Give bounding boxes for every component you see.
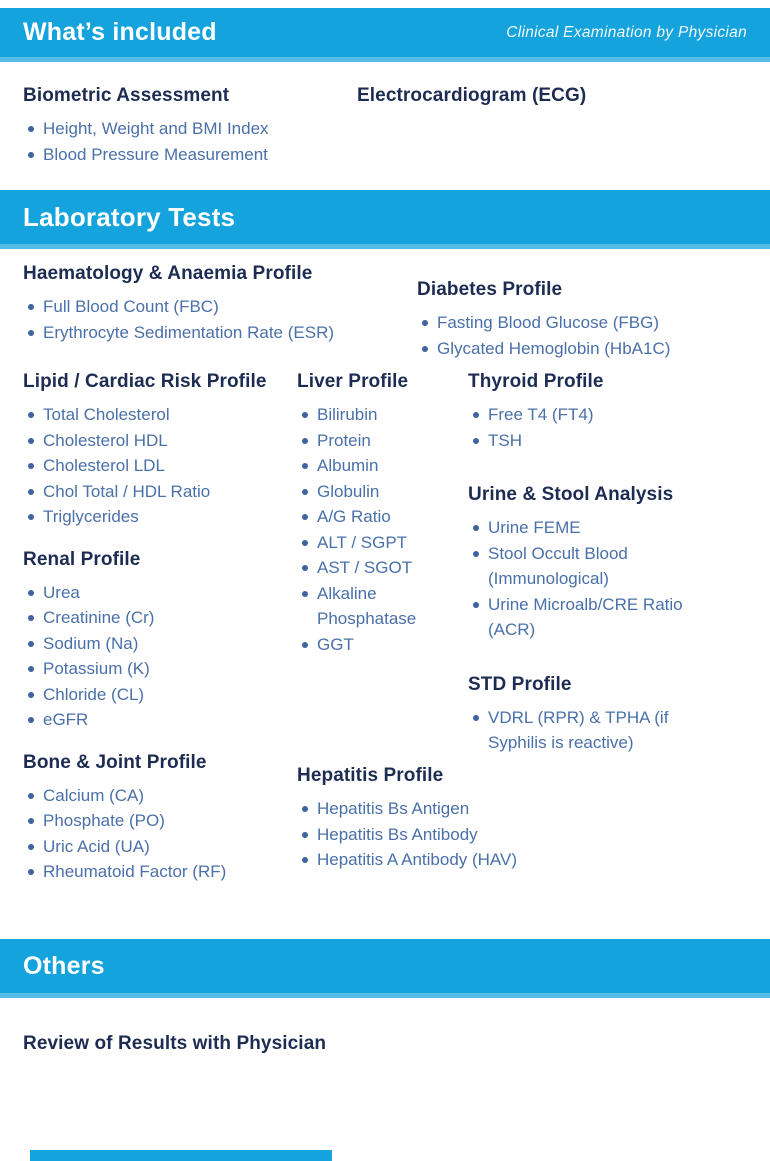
profile-item-list	[23, 116, 343, 167]
profile-item-list	[23, 580, 295, 733]
list-item: Urine FEME	[468, 515, 723, 541]
profile-item-list	[468, 515, 723, 643]
profile-heading: Diabetes Profile	[417, 279, 563, 300]
review-results-heading: Review of Results with Physician	[23, 1033, 327, 1054]
list-item: VDRL (RPR) & TPHA (if Syphilis is reactive)	[468, 705, 723, 756]
profile-item-list	[297, 402, 449, 657]
biometric-assessment-group	[23, 82, 343, 167]
list-item: Potassium (K)	[23, 656, 295, 682]
profile-heading: Renal Profile	[23, 548, 141, 570]
header-banner	[0, 8, 770, 62]
laboratory-tests-banner	[0, 190, 770, 249]
list-item: Hepatitis Bs Antibody	[297, 822, 597, 848]
laboratory-tests-title: Laboratory Tests	[23, 201, 236, 232]
list-item: Hepatitis A Antibody (HAV)	[297, 847, 597, 873]
liver-group	[297, 368, 449, 657]
profile-heading: Hepatitis Profile	[297, 765, 444, 786]
list-item: Creatinine (Cr)	[23, 605, 295, 631]
profile-heading: Bone & Joint Profile	[23, 751, 207, 773]
bone-joint-group	[23, 749, 295, 885]
list-item: Chloride (CL)	[23, 682, 295, 708]
bottom-partial-banner	[30, 1150, 332, 1161]
list-item: Erythrocyte Sedimentation Rate (ESR)	[23, 320, 413, 346]
list-item: Urine Microalb/CRE Ratio (ACR)	[468, 592, 723, 643]
list-item: eGFR	[23, 707, 295, 733]
others-banner	[0, 939, 770, 998]
lab-column-right	[468, 368, 723, 756]
list-item: Triglycerides	[23, 504, 295, 530]
others-title: Others	[23, 951, 105, 980]
list-item: Hepatitis Bs Antigen	[297, 796, 597, 822]
profile-item-list	[23, 783, 295, 885]
diabetes-group	[417, 276, 752, 361]
thyroid-group	[468, 368, 723, 453]
list-item: Protein	[297, 428, 449, 454]
page-title: What’s included	[23, 18, 217, 46]
profile-item-list	[297, 796, 597, 873]
list-item: Free T4 (FT4)	[468, 402, 723, 428]
profile-heading: Haematology & Anaemia Profile	[23, 263, 313, 284]
list-item: Rheumatoid Factor (RF)	[23, 859, 295, 885]
list-item: Phosphate (PO)	[23, 808, 295, 834]
list-item: Full Blood Count (FBC)	[23, 294, 413, 320]
lab-column-left	[23, 368, 295, 885]
profile-item-list	[468, 402, 723, 453]
haematology-group	[23, 260, 413, 345]
list-item: ALT / SGPT	[297, 530, 449, 556]
renal-group	[23, 546, 295, 733]
profile-item-list	[468, 705, 723, 756]
lipid-group	[23, 368, 295, 530]
list-item: Albumin	[297, 453, 449, 479]
profile-heading: Urine & Stool Analysis	[468, 484, 674, 505]
profile-heading: Lipid / Cardiac Risk Profile	[23, 371, 267, 392]
hepatitis-group	[297, 762, 597, 873]
list-item: Height, Weight and BMI Index	[23, 116, 343, 142]
list-item: Sodium (Na)	[23, 631, 295, 657]
profile-heading: Thyroid Profile	[468, 371, 604, 392]
list-item: Cholesterol LDL	[23, 453, 295, 479]
list-item: Calcium (CA)	[23, 783, 295, 809]
profile-heading: STD Profile	[468, 673, 572, 695]
list-item: Cholesterol HDL	[23, 428, 295, 454]
profile-item-list	[23, 294, 413, 345]
profile-heading: Biometric Assessment	[23, 85, 230, 106]
list-item: Bilirubin	[297, 402, 449, 428]
profile-item-list	[417, 310, 752, 361]
list-item: Stool Occult Blood (Immunological)	[468, 541, 723, 592]
profile-item-list	[23, 402, 295, 530]
list-item: Uric Acid (UA)	[23, 834, 295, 860]
list-item: TSH	[468, 428, 723, 454]
profile-heading: Liver Profile	[297, 371, 409, 392]
list-item: Urea	[23, 580, 295, 606]
list-item: Globulin	[297, 479, 449, 505]
std-group	[468, 671, 723, 756]
list-item: A/G Ratio	[297, 504, 449, 530]
list-item: AST / SGOT	[297, 555, 449, 581]
urine-stool-group	[468, 481, 723, 643]
header-note: Clinical Examination by Physician	[506, 23, 747, 41]
list-item: GGT	[297, 632, 449, 658]
ecg-heading: Electrocardiogram (ECG)	[357, 85, 587, 106]
list-item: Blood Pressure Measurement	[23, 142, 343, 168]
list-item: Glycated Hemoglobin (HbA1C)	[417, 336, 752, 362]
list-item: Fasting Blood Glucose (FBG)	[417, 310, 752, 336]
list-item: Chol Total / HDL Ratio	[23, 479, 295, 505]
list-item: Alkaline Phosphatase	[297, 581, 449, 632]
lab-column-middle	[297, 368, 449, 657]
list-item: Total Cholesterol	[23, 402, 295, 428]
